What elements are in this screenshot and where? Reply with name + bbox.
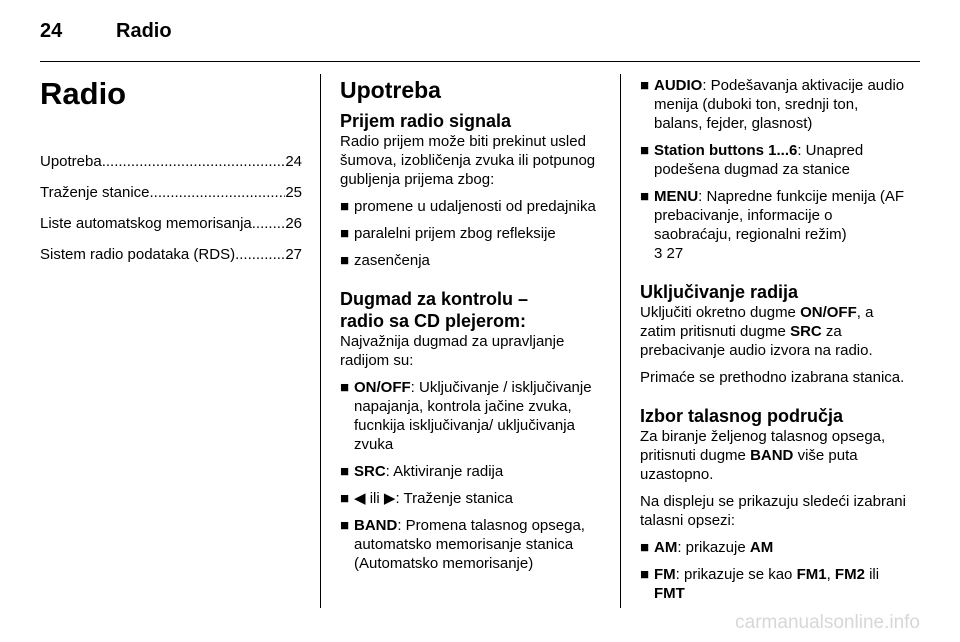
list-item-text: : Aktiviranje radija xyxy=(385,463,504,480)
bullet: ■ xyxy=(640,142,650,159)
text-run: , a zatim pritisnuti dugme xyxy=(640,304,874,340)
toc-entry-page: 27 xyxy=(285,246,302,263)
chapter-title: Radio xyxy=(40,76,127,111)
reference-arrow-icon: 3 xyxy=(654,245,663,262)
content-column-3 xyxy=(640,76,910,611)
band-value: FM2 xyxy=(834,566,865,583)
section-title: Upotreba xyxy=(340,77,441,103)
controls-intro: Najvažnija dugmad za upravljanje radijom su: xyxy=(340,333,565,369)
toc-entry[interactable] xyxy=(40,243,302,274)
key-name: BAND xyxy=(354,517,398,534)
bullet: ■ xyxy=(340,379,350,396)
switch-on-heading: Uključivanje radija xyxy=(640,282,799,302)
list-item-text: paralelni prijem zbog refleksije xyxy=(354,225,556,242)
key-name: SRC xyxy=(790,323,822,340)
toc-leader xyxy=(235,243,285,266)
column-divider-2 xyxy=(620,74,621,608)
toc-column xyxy=(40,76,302,274)
list-item xyxy=(340,489,602,508)
list-item-text: ili xyxy=(365,490,384,507)
switch-on-paragraph-2: Primaće se prethodno izabrana stanica. xyxy=(640,369,905,386)
toc-entry-page: 25 xyxy=(285,184,302,201)
text-run: Za biranje željenog talasnog opsega, pritisnuti dugme xyxy=(640,428,886,464)
list-item-text: zasenčenja xyxy=(354,252,430,269)
key-name: ON/OFF xyxy=(800,304,857,321)
key-name: MENU xyxy=(654,188,699,205)
bullet: ■ xyxy=(340,463,350,480)
list-item xyxy=(340,197,602,216)
toc-entry-page: 26 xyxy=(285,215,302,232)
list-item xyxy=(340,224,602,243)
list-item xyxy=(640,565,910,603)
band-heading: Izbor talasnog područja xyxy=(640,406,844,426)
band-value: FMT xyxy=(654,585,685,602)
list-item xyxy=(340,378,602,454)
cross-reference[interactable] xyxy=(654,245,683,262)
list-item-text: ili xyxy=(864,566,880,583)
list-item-text: : Promena talasnog opsega, automatsko memorisanje stanica (Automatsko memorisanje) xyxy=(354,517,585,572)
content-column-2 xyxy=(340,76,602,581)
page-number: 24 xyxy=(40,20,63,42)
controls-heading-line1: Dugmad za kontrolu – xyxy=(340,289,529,309)
toc-entry[interactable] xyxy=(40,212,302,243)
list-item-text: : Napredne funkcije menija (AF prebacivanje, informacije o saobraćaju, regionalni režim) xyxy=(654,188,905,243)
header-rule xyxy=(40,61,920,62)
bullet: ■ xyxy=(340,252,350,269)
key-name: BAND xyxy=(750,447,794,464)
list-item xyxy=(340,462,602,481)
bullet: ■ xyxy=(340,198,350,215)
text-run: Uključiti okretno dugme xyxy=(640,304,801,321)
key-name: AUDIO xyxy=(654,77,703,94)
list-item-text: : Traženje stanica xyxy=(395,490,513,507)
toc-entry-text: Sistem radio podataka (RDS) xyxy=(40,246,236,263)
list-item xyxy=(640,76,910,133)
reception-heading: Prijem radio signala xyxy=(340,111,512,131)
list-item-text: : Uključivanje / isključivanje napajanja, kontrola jačine zvuka, fucnkija isključivanja/ uključivanja zvuka xyxy=(354,379,592,453)
bullet: ■ xyxy=(640,539,650,556)
list-item-text: : prikazuje se kao xyxy=(675,566,797,583)
list-item-text: : prikazuje xyxy=(677,539,750,556)
bullet: ■ xyxy=(340,490,350,507)
toc-leader xyxy=(150,181,286,204)
key-name: Station buttons 1...6 xyxy=(654,142,798,159)
key-name: AM xyxy=(654,539,678,556)
switch-on-paragraph xyxy=(640,303,910,360)
toc-entry-text: Upotreba xyxy=(40,153,102,170)
key-name: SRC xyxy=(354,463,386,480)
bullet: ■ xyxy=(640,77,650,94)
seek-right-icon: ▶ xyxy=(383,490,396,507)
toc-entry-text: Traženje stanice xyxy=(40,184,150,201)
toc-entry[interactable] xyxy=(40,181,302,212)
list-item xyxy=(640,187,910,263)
toc-entry-text: Liste automatskog memorisanja xyxy=(40,215,252,232)
reception-intro: Radio prijem može biti prekinut usled šumova, izobličenja zvuka ili potpunog gubljenja prijema zbog: xyxy=(340,133,596,188)
list-item-text: promene u udaljenosti od predajnika xyxy=(354,198,596,215)
list-item xyxy=(640,141,910,179)
bullet: ■ xyxy=(640,566,650,583)
watermark: carmanualsonline.info xyxy=(735,612,920,633)
band-value: AM xyxy=(749,539,774,556)
toc-leader xyxy=(252,212,286,235)
table-of-contents xyxy=(40,150,302,274)
band-paragraph-2: Na displeju se prikazuju sledeći izabrani talasni opsezi: xyxy=(640,493,906,529)
controls-heading xyxy=(340,288,602,332)
band-value: FM1 xyxy=(796,566,827,583)
list-item xyxy=(640,538,910,557)
toc-entry[interactable] xyxy=(40,150,302,181)
seek-left-icon: ◀ xyxy=(354,490,366,507)
list-item-text: : Unapred podešena dugmad za stanice xyxy=(654,142,864,178)
running-title: Radio xyxy=(116,20,172,42)
list-item-text: , xyxy=(826,566,835,583)
key-name: FM xyxy=(654,566,676,583)
text-run: više puta uzastopno. xyxy=(640,447,858,483)
list-item xyxy=(340,516,602,573)
key-name: ON/OFF xyxy=(354,379,411,396)
reference-page: 27 xyxy=(666,245,684,262)
band-paragraph xyxy=(640,427,910,484)
bullet: ■ xyxy=(340,225,350,242)
column-divider-1 xyxy=(320,74,321,608)
controls-heading-line2: radio sa CD plejerom: xyxy=(340,311,527,331)
list-item-text: : Podešavanja aktivacije audio menija (duboki ton, srednji ton, balans, fejder, glasnost) xyxy=(654,77,905,132)
toc-leader xyxy=(102,150,286,173)
bullet: ■ xyxy=(340,517,350,534)
text-run: za prebacivanje audio izvora na radio. xyxy=(640,323,873,359)
toc-entry-page: 24 xyxy=(285,153,302,170)
bullet: ■ xyxy=(640,188,650,205)
list-item xyxy=(340,251,602,270)
